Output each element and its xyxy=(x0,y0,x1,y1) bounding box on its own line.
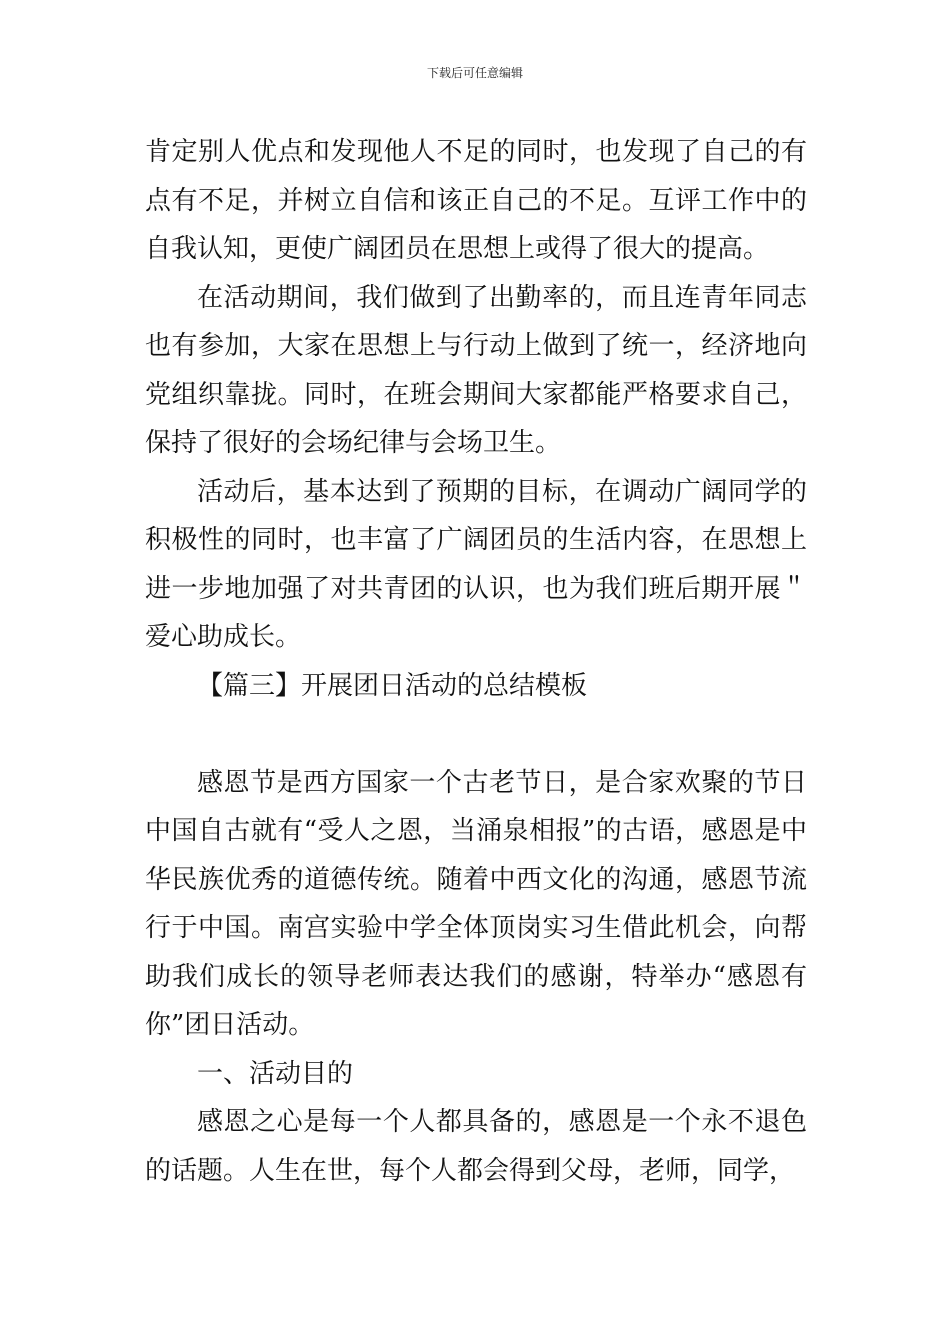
document-body xyxy=(145,128,807,1195)
paragraph-thanksgiving-intro: 感恩节是西方国家一个古老节日，是合家欢聚的节日中国自古就有“受人之恩，当涌泉相报”的古语，感恩是中华民族优秀的道德传统。随着中西文化的沟通，感恩节流行于中国。南宫实验中学全体顶岗实习生借此机会，向帮助我们成长的领导老师表达我们的感谢，特举办“感恩有你”团日活动。 xyxy=(145,767,807,1040)
blank-line xyxy=(145,710,807,759)
paragraph-peer-review: 肯定别人优点和发现他人不足的同时，也发现了自己的有点有不足，并树立自信和该正自己的不足。互评工作中的自我认知，更使广阔团员在思想上或得了很大的提高。 xyxy=(145,137,807,264)
paragraph-activity-result: 活动后，基本达到了预期的目标，在调动广阔同学的积极性的同时，也丰富了广阔团员的生活内容，在思想上进一步地加强了对共青团的认识，也为我们班后期开展＂爱心助成长。 xyxy=(145,476,807,652)
section-title: 【篇三】开展团日活动的总结模板 xyxy=(197,670,588,701)
paragraph-gratitude: 感恩之心是每一个人都具备的，感恩是一个永不退色的话题。人生在世，每个人都会得到父母，老师，同学， xyxy=(145,1107,807,1186)
paragraph-activity-period: 在活动期间，我们做到了出勤率的，而且连青年同志也有参加，大家在思想上与行动上做到了统一，经济地向党组织靠拢。同时，在班会期间大家都能严格要求自己，保持了很好的会场纪律与会场卫生。 xyxy=(145,282,807,458)
subheading-activity-purpose: 一、活动目的 xyxy=(197,1058,354,1089)
page-header-note: 下载后可任意编辑 xyxy=(426,66,523,80)
